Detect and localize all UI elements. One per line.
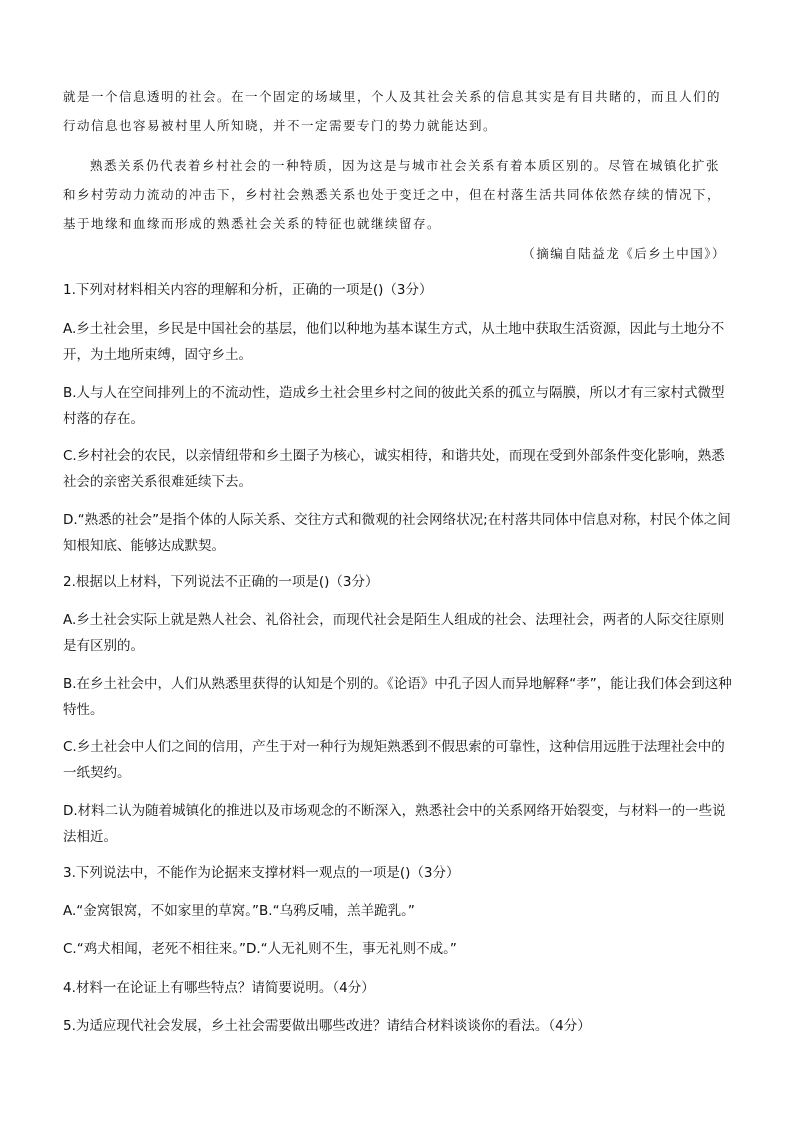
- question-3-options-ab: A.“金窝银窝，不如家里的草窝。”B.“乌鸦反哺，羔羊跪乳。”: [63, 903, 415, 919]
- question-2-option-c: C.乡土社会中人们之间的信用，产生于对一种行为规矩熟悉到不假思索的可靠性，这种信用远胜于法理社会中的一纸契约。: [63, 739, 725, 781]
- question-1-option-d: D.“熟悉的社会”是指个体的人际关系、交往方式和微观的社会网络状况;在村落共同体中信息对称，村民个体之间知根知底、能够达成默契。: [63, 512, 731, 554]
- passage-paragraph-2: 熟悉关系仍代表着乡村社会的一种特质，因为这是与城市社会关系有着本质区别的。尽管在城镇化扩张和乡村劳动力流动的冲击下，乡村社会熟悉关系也处于变迁之中，但在村落生活共同体依然存续的情况下，基于地缘和血缘而形成的熟悉社会关系的特征也就继续留存。: [63, 158, 722, 231]
- question-2-option-b: B.在乡土社会中，人们从熟悉里获得的认知是个别的。《论语》中孔子因人而异地解释“孝”，能让我们体会到这种特性。: [63, 676, 732, 718]
- question-3-options-cd: C.“鸡犬相闻，老死不相往来。”D.“人无礼则不生，事无礼则不成。”: [63, 941, 457, 957]
- question-4-stem: 4.材料一在论证上有哪些特点？请简要说明。（4分）: [63, 980, 375, 996]
- question-1-option-c: C.乡村社会的农民，以亲情纽带和乡土圈子为核心，诚实相待，和谐共处，而现在受到外部条件变化影响，熟悉社会的亲密关系很难延续下去。: [63, 448, 725, 490]
- source-credit: （摘编自陆益龙《后乡土中国》）: [522, 246, 726, 261]
- question-2-stem: 2.根据以上材料，下列说法不正确的一项是()（3分）: [63, 574, 379, 590]
- question-2-option-a: A.乡土社会实际上就是熟人社会、礼俗社会，而现代社会是陌生人组成的社会、法理社会，两者的人际交往原则是有区别的。: [63, 612, 725, 654]
- question-1-option-a: A.乡土社会里，乡民是中国社会的基层，他们以种地为基本谋生方式，从土地中获取生活资源，因此与土地分不开，为土地所束缚，固守乡土。: [63, 321, 725, 363]
- question-1-option-b: B.人与人在空间排列上的不流动性，造成乡土社会里乡村之间的彼此关系的孤立与隔膜，所以才有三家村式微型村落的存在。: [63, 385, 725, 427]
- passage-paragraph-1: 就是一个信息透明的社会。在一个固定的场域里，个人及其社会关系的信息其实是有目共睹的，而且人们的行动信息也容易被村里人所知晓，并不一定需要专门的势力就能达到。: [63, 89, 722, 133]
- question-1-stem: 1.下列对材料相关内容的理解和分析，正确的一项是()（3分）: [63, 282, 433, 298]
- question-3-stem: 3.下列说法中，不能作为论据来支撑材料一观点的一项是()（3分）: [63, 865, 460, 881]
- question-2-option-d: D.材料二认为随着城镇化的推进以及市场观念的不断深入，熟悉社会中的关系网络开始裂变，与材料一的一些说法相近。: [63, 803, 726, 845]
- question-5-stem: 5.为适应现代社会发展，乡土社会需要做出哪些改进？请结合材料谈谈你的看法。（4分）: [63, 1018, 591, 1034]
